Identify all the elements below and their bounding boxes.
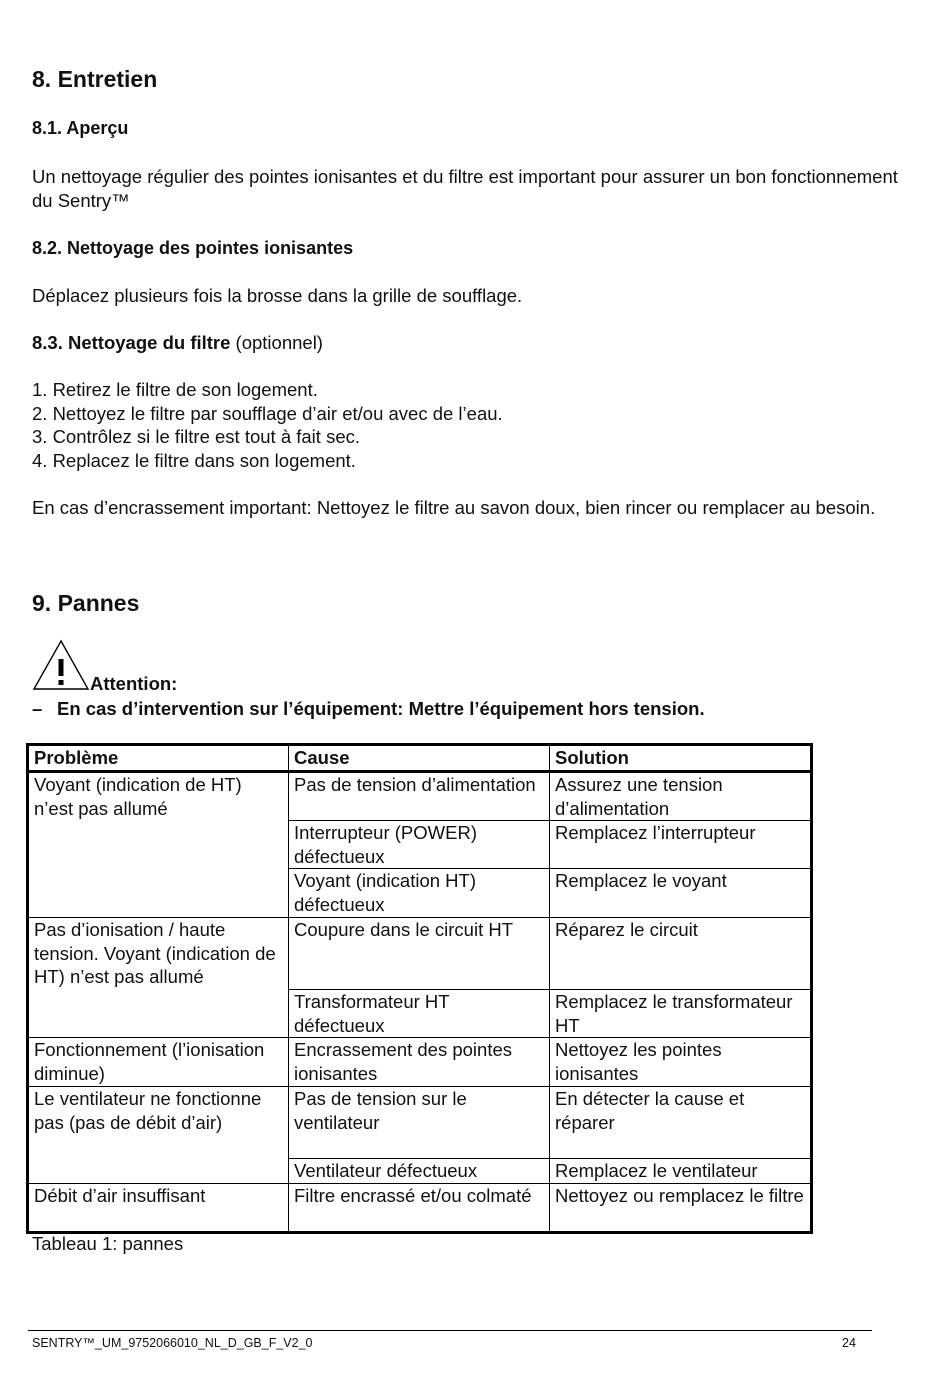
list-item: 1. Retirez le filtre de son logement. <box>32 379 318 400</box>
section-8-title: 8. Entretien <box>32 66 158 92</box>
table-row <box>28 772 812 821</box>
filter-cleaning-steps <box>32 378 503 472</box>
solution-cell: Nettoyez les pointes ionisantes <box>550 1038 812 1087</box>
section-8-3-title-bold: 8.3. Nettoyage du filtre <box>32 332 231 353</box>
solution-cell: Remplacez l’interrupteur <box>550 821 812 869</box>
table-header-row <box>28 745 812 772</box>
solution-cell: Assurez une tension d’alimentation <box>550 772 812 821</box>
solution-cell: Réparez le circuit <box>550 918 812 990</box>
attention-label: Attention: <box>90 673 178 694</box>
cause-cell: Pas de tension sur le ventilateur <box>289 1087 550 1159</box>
problem-cell: Pas d’ionisation / haute tension. Voyant (indication de HT) n’est pas allumé <box>28 918 289 1038</box>
section-9-title: 9. Pannes <box>32 590 140 616</box>
section-8-3-title <box>32 331 323 355</box>
list-item: 4. Replacez le filtre dans son logement. <box>32 449 356 471</box>
table-row <box>28 918 812 990</box>
cause-cell: Transformateur HT défectueux <box>289 990 550 1038</box>
footer-divider <box>28 1330 872 1331</box>
table-caption: Tableau 1: pannes <box>32 1233 184 1254</box>
column-header-cause: Cause <box>289 745 550 772</box>
footer-doc-id: SENTRY™_UM_9752066010_NL_D_GB_F_V2_0 <box>32 1336 313 1350</box>
section-8-2-title: 8.2. Nettoyage des pointes ionisantes <box>32 238 354 258</box>
attention-dash: – <box>32 698 43 719</box>
section-8-1-text: Un nettoyage régulier des pointes ionisantes et du filtre est important pour assurer un bon fonctionnement du Sentry™ <box>32 166 898 211</box>
problem-cell: Voyant (indication de HT) n’est pas allumé <box>28 772 289 918</box>
attention-text: En cas d’intervention sur l’équipement: Mettre l’équipement hors tension. <box>57 698 705 719</box>
table-row <box>28 1183 812 1232</box>
cause-cell: Coupure dans le circuit HT <box>289 918 550 990</box>
warning-triangle-icon <box>32 639 90 691</box>
problem-cell: Fonctionnement (l’ionisation diminue) <box>28 1038 289 1087</box>
list-item: 3. Contrôlez si le filtre est tout à fait sec. <box>32 426 361 447</box>
column-header-problem: Problème <box>28 745 289 772</box>
solution-cell: Remplacez le ventilateur <box>550 1159 812 1184</box>
solution-cell: Remplacez le transformateur HT <box>550 990 812 1038</box>
cause-cell: Encrassement des pointes ionisantes <box>289 1038 550 1087</box>
cause-cell: Filtre encrassé et/ou colmaté <box>289 1183 550 1232</box>
solution-cell: Nettoyez ou remplacez le filtre <box>550 1183 812 1232</box>
problem-cell: Débit d’air insuffisant <box>28 1183 289 1232</box>
problem-cell: Le ventilateur ne fonctionne pas (pas de débit d’air) <box>28 1087 289 1184</box>
cause-cell: Pas de tension d’alimentation <box>289 772 550 821</box>
troubleshooting-table <box>26 743 813 1234</box>
section-8-2-text: Déplacez plusieurs fois la brosse dans la grille de soufflage. <box>32 285 523 306</box>
list-item: 2. Nettoyez le filtre par soufflage d’air et/ou avec de l’eau. <box>32 402 503 424</box>
section-8-1-title: 8.1. Aperçu <box>32 118 129 138</box>
page-number: 24 <box>842 1336 856 1350</box>
section-8-3-note: En cas d’encrassement important: Nettoyez le filtre au savon doux, bien rincer ou remplacer au besoin. <box>32 497 876 518</box>
table-row <box>28 1087 812 1159</box>
cause-cell: Voyant (indication HT) défectueux <box>289 869 550 918</box>
solution-cell: Remplacez le voyant <box>550 869 812 918</box>
table-row <box>28 1038 812 1087</box>
column-header-solution: Solution <box>550 745 812 772</box>
cause-cell: Interrupteur (POWER) défectueux <box>289 821 550 869</box>
section-8-3-title-rest: (optionnel) <box>230 332 323 353</box>
solution-cell: En détecter la cause et réparer <box>550 1087 812 1159</box>
cause-cell: Ventilateur défectueux <box>289 1159 550 1184</box>
